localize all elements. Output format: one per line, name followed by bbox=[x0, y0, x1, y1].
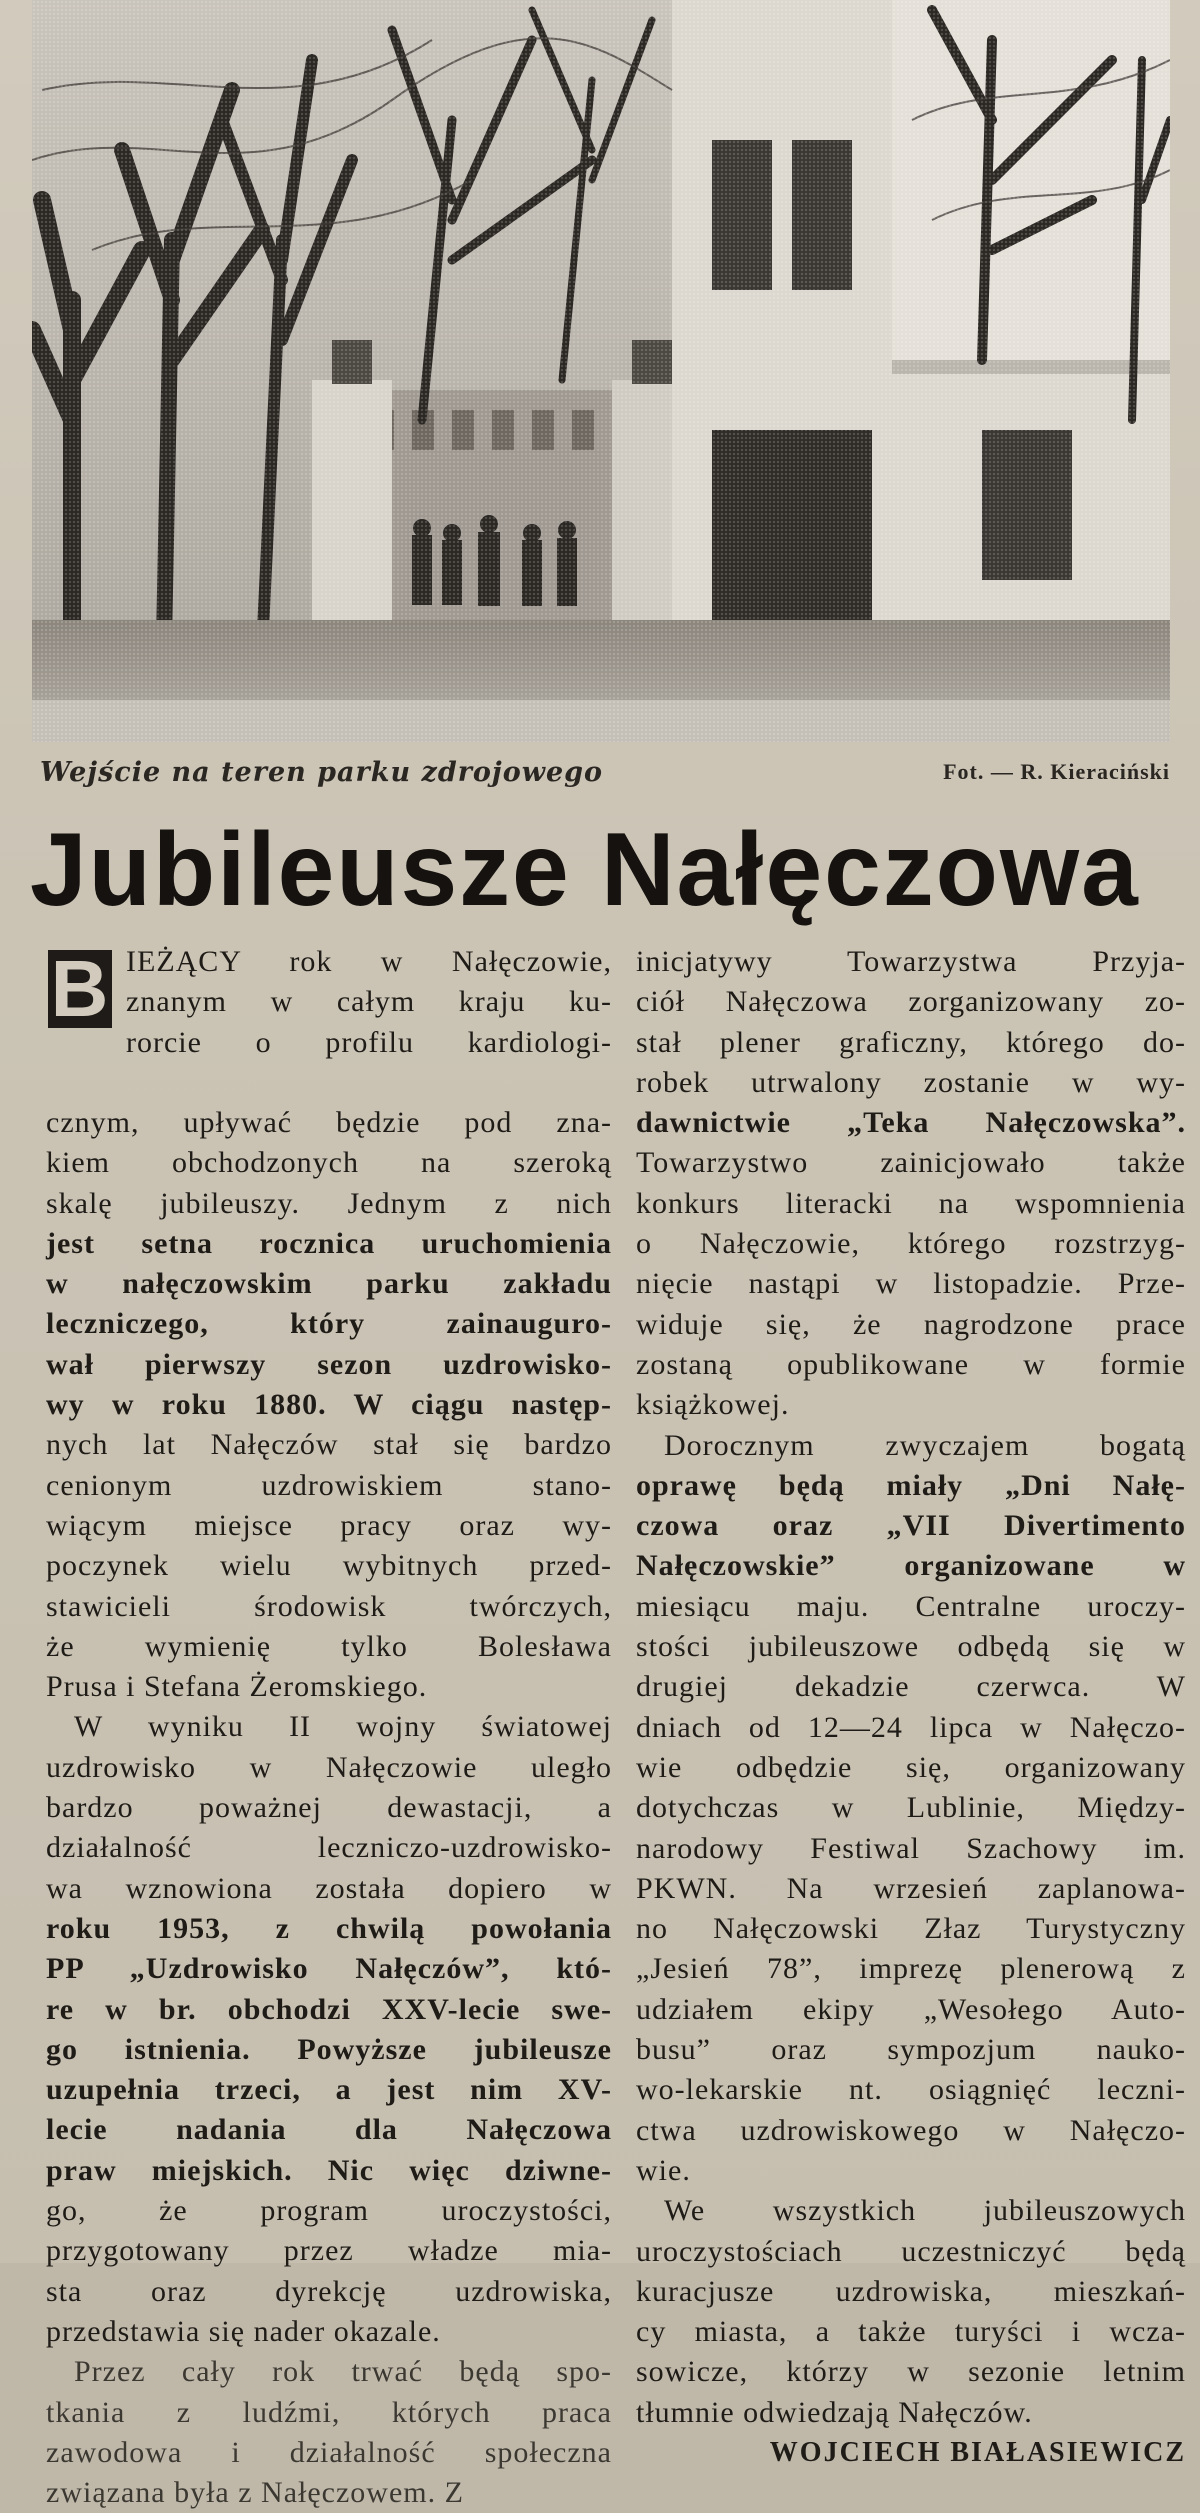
text-line: drugiej dekadzie czerwca. W bbox=[636, 1670, 1186, 1704]
photo-caption: Wejście na teren parku zdrojowego bbox=[40, 756, 604, 788]
text-line: książkowej. bbox=[636, 1388, 790, 1422]
text-line: ctwa uzdrowiskowego w Nałęczo- bbox=[636, 2113, 1186, 2147]
text-line: cy miasta, a także turyści i wcza- bbox=[636, 2315, 1186, 2349]
text-line: PKWN. Na wrzesień zaplanowa- bbox=[636, 1871, 1186, 1905]
text-line: busu” oraz sympozjum nauko- bbox=[636, 2033, 1186, 2067]
photo-park-entrance bbox=[32, 0, 1170, 742]
text-line: Towarzystwo zainicjowało także bbox=[636, 1146, 1186, 1180]
text-line: zawodowa i działalność społeczna bbox=[46, 2435, 612, 2469]
text-line: nych lat Nałęczów stał się bardzo bbox=[46, 1428, 612, 1462]
text-line: uroczystościach uczestniczyć będą bbox=[636, 2234, 1186, 2268]
text-line: jest setna rocznica uruchomienia bbox=[46, 1226, 612, 1260]
right-column-body bbox=[636, 942, 1186, 2433]
text-line: znanym w całym kraju ku- bbox=[126, 985, 612, 1019]
text-line: narodowy Festiwal Szachowy im. bbox=[636, 1831, 1186, 1865]
text-line: wy w roku 1880. W ciągu następ- bbox=[46, 1388, 612, 1422]
text-line: kuracjusze uzdrowiska, mieszkań- bbox=[636, 2274, 1186, 2308]
left-column-body bbox=[46, 1103, 612, 2513]
text-line: wa wznowiona została dopiero w bbox=[46, 1871, 612, 1905]
text-line: dniach od 12—24 lipca w Nałęczo- bbox=[636, 1710, 1186, 1744]
text-line: bardzo poważnej dewastacji, a bbox=[46, 1791, 612, 1825]
text-line: stał plener graficzny, którego do- bbox=[636, 1025, 1186, 1059]
text-line: Dorocznym zwyczajem bogatą bbox=[664, 1428, 1186, 1462]
text-line: wie. bbox=[636, 2153, 691, 2187]
text-line: robek utrwalony zostanie w wy- bbox=[636, 1065, 1186, 1099]
text-line: o Nałęczowie, którego rozstrzyg- bbox=[636, 1227, 1186, 1261]
left-column bbox=[46, 942, 612, 2513]
text-line: widuje się, że nagrodzone prace bbox=[636, 1307, 1186, 1341]
photo-credit: Fot. — R. Kieraciński bbox=[943, 759, 1170, 784]
text-line: ciół Nałęczowa zorganizowany zo- bbox=[636, 985, 1186, 1019]
text-line: rorcie o profilu kardiologi- bbox=[126, 1025, 612, 1059]
photo-caption-row bbox=[40, 752, 1170, 792]
text-line: no Nałęczowski Złaz Turystyczny bbox=[636, 1912, 1186, 1946]
text-line: go, że program uroczystości, bbox=[46, 2194, 612, 2228]
article-headline: Jubileusze Nałęczowa bbox=[30, 812, 1140, 928]
text-line: stawicieli środowisk twórczych, bbox=[46, 1589, 612, 1623]
text-line: uzdrowisko w Nałęczowie uległo bbox=[46, 1750, 612, 1784]
text-line: sowicze, którzy w sezonie letnim bbox=[636, 2355, 1186, 2389]
drop-cap: B bbox=[48, 950, 112, 1028]
text-line: We wszystkich jubileuszowych bbox=[664, 2194, 1186, 2228]
text-line: wo-lekarskie nt. osiągnięć leczni- bbox=[636, 2073, 1186, 2107]
text-line: wie odbędzie się, organizowany bbox=[636, 1750, 1186, 1784]
text-line: lecie nadania dla Nałęczowa bbox=[46, 2113, 612, 2147]
text-line: leczniczego, który zainauguro- bbox=[46, 1307, 612, 1341]
text-line: W wyniku II wojny światowej bbox=[74, 1710, 612, 1744]
opening-paragraph bbox=[46, 942, 612, 1103]
text-line: udziałem ekipy „Wesołego Auto- bbox=[636, 1992, 1186, 2026]
text-line: inicjatywy Towarzystwa Przyja- bbox=[636, 945, 1186, 978]
text-line: Przez cały rok trwać będą spo- bbox=[74, 2355, 612, 2389]
text-line: sta oraz dyrekcję uzdrowiska, bbox=[46, 2274, 612, 2308]
text-line: konkurs literacki na wspomnienia bbox=[636, 1186, 1186, 1220]
text-line: PP „Uzdrowisko Nałęczów”, któ- bbox=[46, 1952, 612, 1986]
text-line: dawnictwie „Teka Nałęczowska”. bbox=[636, 1106, 1186, 1140]
text-line: miesiącu maju. Centralne uroczy- bbox=[636, 1589, 1186, 1623]
text-line: przedstawia się nader okazale. bbox=[46, 2314, 441, 2348]
text-line: stości jubileuszowe odbędą się w bbox=[636, 1630, 1186, 1664]
text-line: praw miejskich. Nic więc dziwne- bbox=[46, 2153, 612, 2187]
text-line: tkania z ludźmi, których praca bbox=[46, 2395, 612, 2429]
text-line: cznym, upływać będzie pod zna- bbox=[46, 1106, 612, 1139]
author-signature: WOJCIECH BIAŁASIEWICZ bbox=[769, 2436, 1186, 2468]
text-line: że wymienię tylko Bolesława bbox=[46, 1629, 612, 1663]
text-line: uzupełnia trzeci, a jest nim XV- bbox=[46, 2073, 612, 2107]
right-column bbox=[636, 942, 1186, 2473]
text-line: czowa oraz „VII Divertimento bbox=[636, 1509, 1186, 1543]
text-line: oprawę będą miały „Dni Nałę- bbox=[636, 1468, 1186, 1502]
text-line: dotychczas w Lublinie, Między- bbox=[636, 1791, 1186, 1825]
text-line: nięcie nastąpi w listopadzie. Prze- bbox=[636, 1267, 1186, 1301]
text-line: kiem obchodzonych na szeroką bbox=[46, 1146, 612, 1180]
text-line: tłumnie odwiedzają Nałęczów. bbox=[636, 2395, 1033, 2429]
text-line: związana była z Nałęczowem. Z bbox=[46, 2476, 464, 2510]
text-line: wiącym miejsce pracy oraz wy- bbox=[46, 1508, 612, 1542]
text-line: przygotowany przez władze mia- bbox=[46, 2234, 612, 2268]
photo-illustration bbox=[32, 0, 1170, 742]
text-line: cenionym uzdrowiskiem stano- bbox=[46, 1468, 612, 1502]
text-line: działalność leczniczo-uzdrowisko- bbox=[46, 1831, 612, 1865]
text-line: Prusa i Stefana Żeromskiego. bbox=[46, 1670, 428, 1704]
text-line: go istnienia. Powyższe jubileusze bbox=[46, 2032, 612, 2066]
text-line: skalę jubileuszy. Jednym z nich bbox=[46, 1186, 612, 1220]
text-line: IEŻĄCY rok w Nałęczowie, bbox=[126, 945, 612, 978]
text-line: zostaną opublikowane w formie bbox=[636, 1347, 1186, 1381]
text-line: Nałęczowskie” organizowane w bbox=[636, 1549, 1186, 1583]
text-line: re w br. obchodzi XXV-lecie swe- bbox=[46, 1992, 612, 2026]
text-line: w nałęczowskim parku zakładu bbox=[46, 1267, 612, 1301]
text-line: poczynek wielu wybitnych przed- bbox=[46, 1549, 612, 1583]
text-line: roku 1953, z chwilą powołania bbox=[46, 1911, 612, 1945]
text-line: „Jesień 78”, imprezę plenerową z bbox=[636, 1952, 1186, 1986]
text-line: wał pierwszy sezon uzdrowisko- bbox=[46, 1347, 612, 1381]
